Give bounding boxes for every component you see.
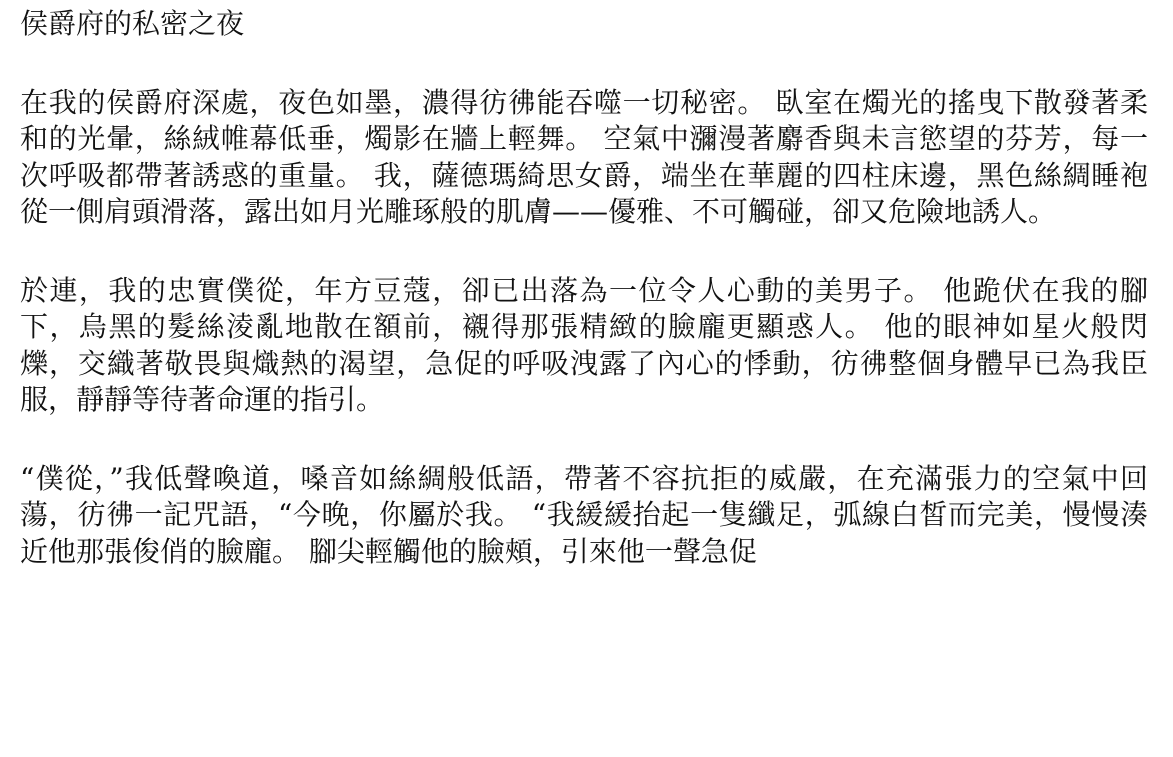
paragraph-2: 於連，我的忠實僕從，年方豆蔻，卻已出落為一位令人心動的美男子。 他跪伏在我的腳下，烏黑的髮絲淩亂地散在額前，襯得那張精緻的臉龐更顯惑人。 他的眼神如星火般閃爍，交織著敬畏與熾熱的渴望，急促的呼吸洩露了內心的悸動，彷彿整個身體早已為我臣服，靜靜等待著命運的指引。 — [20, 273, 1148, 416]
document-title: 侯爵府的私密之夜 — [20, 7, 245, 40]
paragraph-3: “僕從，”我低聲喚道，嗓音如絲綢般低語，帶著不容抗拒的威嚴，在充滿張力的空氣中回蕩，彷彿一記咒語，“今晚，你屬於我。 “我緩緩抬起一隻纖足，弧線白皙而完美，慢慢湊近他那張俊俏的臉龐。 腳尖輕觸他的臉頰，引來他一聲急促 — [20, 461, 1148, 568]
document-body — [20, 0, 1148, 570]
paragraph-1: 在我的侯爵府深處，夜色如墨，濃得彷彿能吞噬一切秘密。 臥室在燭光的搖曳下散發著柔和的光暈，絲絨帷幕低垂，燭影在牆上輕舞。 空氣中瀰漫著麝香與未言慾望的芬芳，每一次呼吸都帶著誘惑的重量。 我，薩德瑪綺思女爵，端坐在華麗的四柱床邊，黑色絲綢睡袍從一側肩頭滑落，露出如月光雕琢般的肌膚——優雅、不可觸碰，卻又危險地誘人。 — [20, 85, 1148, 228]
